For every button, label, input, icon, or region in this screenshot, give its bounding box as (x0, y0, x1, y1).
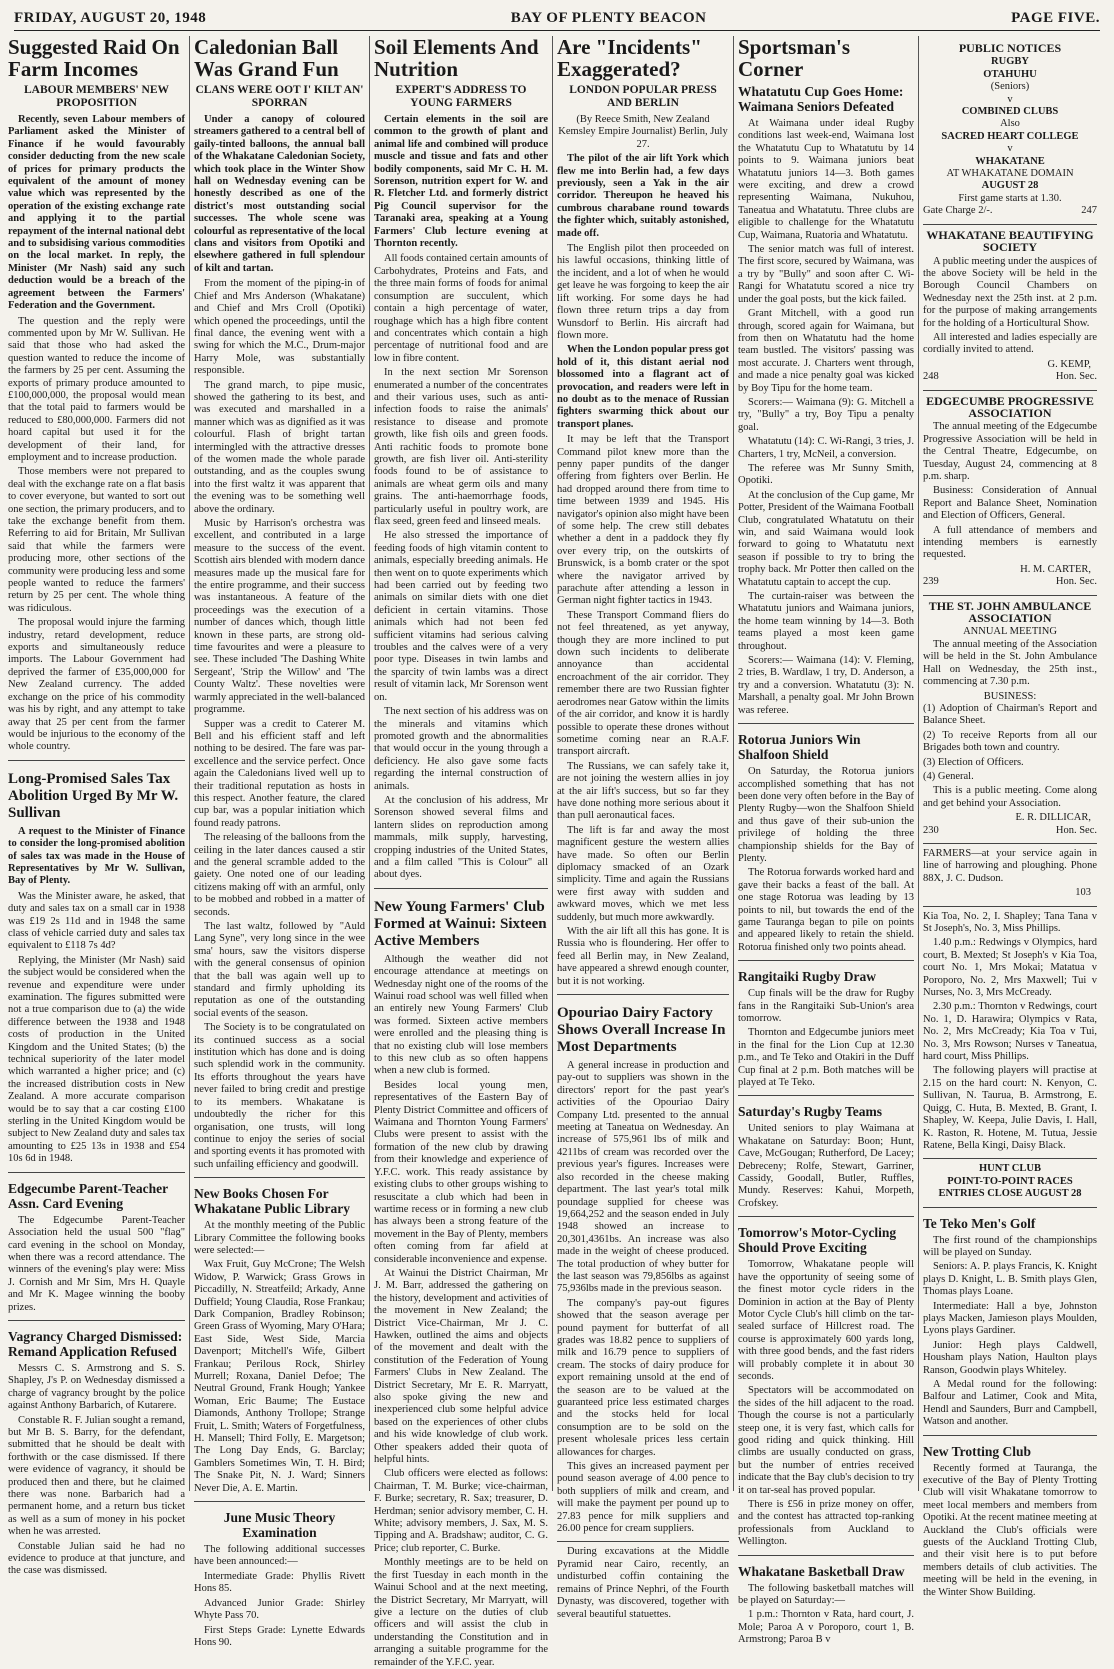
paragraph: Although the weather did not encourage attendance at meetings on Wednesday night one of the rooms of the Wainui road school was well filled when an entirely new Young Farmers' Club was formed. Sixteen active members were enrolled and the pleasing thing is that no existing club will lose members to this new club as so often happens when a new club is formed. (374, 953, 548, 1077)
column-1 (4, 35, 190, 1577)
headline-incidents: Are "Incidents" Exaggerated? (557, 35, 702, 81)
paragraph: The following additional successes have been announced:— (194, 1544, 365, 1568)
paragraph: The question and the reply were commented upon by Mr W. Sullivan. He said that those who had asked the question wanted to reduce the income of the farmers by 25 per cent. Assuming the exports of primary produce amounted to £100,000,000, the proposal would mean that the total paid to farmers would be reduced to £80,000,000. Farmers did not hoard capital but used it for the development of their land, for employment and to increase production. (8, 315, 185, 463)
paragraph: Constable R. F. Julian sought a remand, but Mr B. S. Barry, for the defendant, submitted that he should be dealt with forthwith or the case dismissed. If there were evidence of vagrancy, it should be produced then and there, but he claimed there was none. Barbarich had a permanent home, and a return bus ticket as well as a sum of money in his pocket when he was arrested. (8, 1414, 185, 1538)
progressive-association-title: EDGECUMBE PROGRESSIVE ASSOCIATION (926, 393, 1094, 420)
lede: Certain elements in the soil are common to the growth of plant and animal life and combined will produce muscle and tissue and fats and other bodily components, said Mr C. H. M. Sorenson, nutrition expert for W. and R. Fletcher Ltd. and formerly district Pig Council supervisor for the Taranaki area, speaking at a Young Farmers' Club lecture evening at Thornton recently. (374, 114, 548, 250)
headline-caledonian-ball: Caledonian Ball Was Grand Fun (194, 35, 339, 81)
column-5 (734, 35, 919, 1646)
notice-number: 103 (1075, 887, 1091, 899)
paragraph: Music by Harrison's orchestra was excellent, and contributed in a large measure to the success of the event. Scottish airs blended with modern dance measures made up the musical fare for the entire programme, and their success was instantaneous. A feature of the proceedings was the execution of a number of dances which, though little known in these parts, are strong old-time favourites and were a pleasure to see. These included 'The Dashing White Sergeant', 'Strip the Willow' and 'The County Waltz'. These novelties were warmly appreciated in the well-balanced programme. (194, 518, 365, 716)
paragraph: The Society is to be congratulated on its continued success as a social institution which has done and is doing such splendid work in the community. Its efforts throughout the years have never failed to bring credit and prestige to its members. Whakatane is undoubtedly the richer for this organisation, one trusts, will long continue to enjoy the series of social and sporting events it has promoted with such unfailing efficiency and goodwill. (194, 1022, 365, 1170)
paragraph: Was the Minister aware, he asked, that duty and sales tax on a small car in 1938 was £19 2s 11d and in 1948 the same class of vehicle carried duty and sales tax equivalent to £118 7s 4d? (8, 890, 185, 952)
paragraph: Junior: Hegh plays Caldwell, Housham plays Nation, Haulton plays Ranson, Goodwin plays Whiteley. (923, 1339, 1097, 1376)
paragraph: Advanced Junior Grade: Shirley Whyte Pass 70. (194, 1597, 365, 1622)
divider (194, 1177, 365, 1178)
headline-basketball-draw: Whakatane Basketball Draw (738, 1563, 905, 1579)
subhead: LONDON POPULAR PRESS AND BERLIN (569, 84, 717, 109)
headline-new-books: New Books Chosen For Whakatane Public Library (194, 1186, 351, 1217)
paragraph: These Transport Command fliers do not feel threatened, as yet anyway, though they are more inclined to put down such incidents to deliberate annoyance than accidental encroachment of the air corridor. They remember there are two Russian fighter aerodromes near Gatow within the limits of the air corridor, and know it is hardly possible to operate these drones without sometime coming near an R.A.F. transport aircraft. (557, 609, 729, 758)
divider (923, 1207, 1097, 1208)
headline-rugby-teams: Saturday's Rugby Teams (738, 1104, 883, 1120)
notice-line: v (1007, 143, 1013, 155)
signature: E. R. DILLICAR, (1015, 812, 1091, 824)
headline-rangitaiki-draw: Rangitaiki Rugby Draw (738, 969, 877, 985)
notice-number: 247 (1081, 205, 1097, 217)
divider (557, 1541, 729, 1542)
notice-line: OTAHUHU (983, 68, 1037, 80)
notice-number: 248 (923, 371, 939, 383)
signature-title: Hon. Sec. (1055, 576, 1097, 588)
paragraph: The referee was Mr Sunny Smith, Opotiki. (738, 462, 914, 487)
headline-young-farmers: New Young Farmers' Club Formed at Wainui: Sixteen Active Members (374, 898, 547, 949)
headline-vagrancy: Vagrancy Charged Dismissed: Remand Application Refused (8, 1328, 183, 1359)
notice-line: BUSINESS: (983, 690, 1037, 702)
notice-line: COMBINED CLUBS (961, 106, 1059, 118)
paragraph: The annual meeting of the Association will be held in the St. John Ambulance Hall on Wednesday, the 25th inst., commencing at 7.30 p.m. (923, 638, 1097, 688)
headline-rotorua-juniors: Rotorua Juniors Win Shalfoon Shield (738, 732, 861, 763)
page-number: PAGE FIVE. (1011, 10, 1100, 26)
paragraph: This is a public meeting. Come along and get behind your Association. (923, 785, 1097, 809)
notice-item: (2) To receive Reports from all our Brigades both town and country. (923, 729, 1097, 754)
byline: (By Reece Smith, New Zealand Kemsley Empire Journalist) Berlin, July 27. (558, 114, 728, 150)
headline-motor-cycling: Tomorrow's Motor-Cycling Should Prove Exciting (738, 1225, 897, 1256)
paragraph: The curtain-raiser was between the Whatatutu juniors and Waimana juniors, the home team winning by 14—3. Both teams played a most keen game throughout. (738, 591, 914, 652)
subhead: CLANS WERE OOT I' KILT AN' SPORRAN (195, 84, 364, 109)
paragraph: Whatatutu (14): C. Wi-Rangi, 3 tries, J. Charters, 1 try, McNeil, a conversion. (738, 436, 914, 460)
signature: G. KEMP, (1047, 358, 1091, 370)
paragraph: Wax Fruit, Guy McCrone; The Welsh Widow, P. Warwick; Grass Grows in Piccadilly, N. Streatfeild; Arkady, Anne Duffield; Young Claudia, Rose Frankau; Dark Companion, Bradley Robinson; Green Grass of Wyoming, Mary O'Hara; East Side, West Side, Marcia Davenport; Mitchell's Wife, Gilbert Frankau; Perilous Rock, Shirley Murrell; Roxana, Daniel Defoe; The Neutral Ground, Frank Hough; Yankee Woman, Eric Baume; The Eustace Diamonds, Anthony Trollope; Strange Fruit, L. Smith; Waters of Forgetfulness, H. Mansell; Third Folly, E. Margetson; The Long Day Ends, G. Barclay; Gamblers Sometimes Win, T. H. Bird; The Snake Pit, N. J. Ward; Sinners Never Die, A. E. Martin. (194, 1259, 365, 1494)
paragraph: The following basketball matches will be played on Saturday:— (738, 1582, 914, 1607)
paragraph: The Russians, we can safely take it, are not joining the western allies in joy at the air lift's success, but so far they have done nothing more serious about it than pull aeronautical faces. (557, 760, 729, 822)
notice-line: RUGBY (991, 56, 1029, 68)
bold-paragraph: When the London popular press got hold of it, this distant aerial nod blossomed into a flagrant act of provocation, and readers were left in no doubt as to the menace of Russian fighters swarming thick about our transport planes. (557, 344, 729, 430)
divider (923, 595, 1097, 596)
paragraph: 2.30 p.m.: Thornton v Redwings, court No. 1, D. Harawira; Olympics v Rata, No. 2, Mrs McCready; Kia Toa v Tui, No. 3, Mrs Rowson; Nurses v Taneatua, hard court, Miss Phillips. (923, 1001, 1097, 1063)
divider (923, 906, 1097, 907)
headline-raid-farm-incomes: Suggested Raid On Farm Incomes (8, 35, 180, 81)
notice-item: (4) General. (923, 770, 974, 782)
paragraph: The following players will practise at 2.15 on the hard court: N. Kenyon, C. Sullivan, N. Taurua, B. Armstrong, E. Quigg, C. Huta, B. Mexted, B. Grant, I. Shapley, W. Keepa, Julie Davis, I. Hall, K. Raston, R. Hotene, M. Tutua, Jessie Ratene, Bella Kingi, Daisy Black. (923, 1065, 1097, 1151)
paragraph: Cup finals will be the draw for Rugby fans in the Rangitaiki Sub-Union's area tomorrow. (738, 988, 914, 1024)
signature-row (923, 576, 1097, 588)
paragraph: The releasing of the balloons from the ceiling in the later dances caused a stir and the general scramble added to the gaiety. One noted one of our leading citizens making off with an armful, only to be mobbed and robbed in a matter of seconds. (194, 832, 365, 918)
notice-line: AUGUST 28 (981, 180, 1039, 192)
paragraph: Supper was a credit to Caterer M. Bell and his efficient staff and left nothing to be desired. The fare was par-excellence and the service perfect. Once again the Caledonians lived well up to their traditional reputation as hosts in this respect. Another feature, the clared cup bar, was a popular initiation which found ready patrons. (194, 718, 365, 829)
paragraph: 1.40 p.m.: Redwings v Olympics, hard court, B. Mexted; St Joseph's v Kia Toa, court No. 1, Mrs Mokai; Matatua v Poroporo, No. 2, Mrs Maxwell; Tui v Nurses, No. 3, Mrs McCready. (923, 937, 1097, 999)
divider (557, 994, 729, 995)
headline-soil-elements: Soil Elements And Nutrition (374, 35, 539, 81)
hunt-club-line: ENTRIES CLOSE AUGUST 28 (938, 1188, 1082, 1200)
paragraph: Besides local young men, representatives of the Eastern Bay of Plenty District Committee and officers of Waimana and Thornton Young Farmers' Clubs were present to assist with the formation of the new club by drawing from their knowledge and experience of Y.F.C. work. This ready assistance by existing clubs to other groups wishing to resuscitate a club which had been in wartime recess or in forming a new club has always been a strong feature of the movement in the Bay of Plenty, members often coming from far afield at considerable inconvenience and expense. (374, 1079, 548, 1265)
paragraph: Recently formed at Tauranga, the executive of the Bay of Plenty Trotting Club will visit Whakatane tomorrow to meet local members and members from Opotiki. At the recent matinee meeting at Auckland the Club's officials were guests of the Auckland Trotting Club, and their visit here is to put before members details of club activities. The meeting will be held in the evening, in the Winter Show Building. (923, 1462, 1097, 1598)
paragraph: Scorers:— Waimana (14): V. Fleming, 2 tries, B. Wardlaw, 1 try, D. Anderson, a try and a conversion. Whatatutu (3): N. Marshall, a penalty goal. Mr John Brown was referee. (738, 655, 914, 716)
hunt-club-line: HUNT CLUB (979, 1163, 1041, 1175)
paragraph: This gives an increased payment per pound season average of 4.00 pence to both suppliers of milk and cream, and will make the payment per pound up to 27.83 pence for milk suppliers and 26.00 pence for cream suppliers. (557, 1461, 729, 1535)
signature-row (923, 825, 1097, 837)
paragraph: United seniors to play Waimana at Whakatane on Saturday: Boon; Hunt, Cave, McGougan; Rutherford, De Lacey; Debreceny; Rolfe, Stewart, Garriner, Cassidy, Goodall, Butler, Ruffles, Mundy. Reserves: Kahui, Morpeth, Crofskey. (738, 1123, 914, 1209)
paragraph: The Rotorua forwards worked hard and gave their backs a feast of the ball. At one stage Rotorua was leading by 13 points to nil, but towards the end of the game Tauranga began to pile on points and appeared likely to retain the shield. Rotorua finished only two points ahead. (738, 867, 914, 953)
hunt-club-line: POINT-TO-POINT RACES (947, 1175, 1073, 1187)
notice-item: (1) Adoption of Chairman's Report and Balance Sheet. (923, 702, 1097, 727)
subhead: EXPERT'S ADDRESS TO YOUNG FARMERS (395, 84, 527, 109)
column-2 (190, 35, 370, 1648)
paragraph: A public meeting under the auspices of the above Society will be held in the Borough Council Chambers on Wednesday next the 25th inst. at 2 p.m. for the purpose of making arrangements for the holding of a Horticultural Show. (923, 255, 1097, 329)
paragraph: Spectators will be accommodated on the sides of the hill adjacent to the road. Though the course is not a particularly steep one, it is very fast, which calls for good riding and quick thinking. Hill climbs are usually conducted on grass, but the number of entries received indicate that the Bay club's decision to try it on tar-seal has proved popular. (738, 1385, 914, 1496)
st-john-ambulance-title: THE ST. JOHN AMBULANCE ASSOCIATION (928, 598, 1092, 626)
paragraph: With the air lift all this has gone. It is Russia who is floundering. Her offer to feed all Berlin may, in New Zealand, have appeared a shrewd enough counter, but it is not working. (557, 926, 729, 987)
paragraph: The next section of his address was on the minerals and vitamins which promoted growth and the abnormalities that would occur in the young through a deficiency. He also gave some facts regarding the internal construction of animals. (374, 706, 548, 792)
divider (738, 723, 914, 724)
paragraph: The lift is far and away the most magnificent gesture the western allies have made. So often our Berlin diplomacy smacked of an Ozark simplicity. Time and again the Russians were first away with sudden and awkward moves, which we met less suddenly, but much more awkwardly. (557, 824, 729, 923)
signature: H. M. CARTER, (1020, 563, 1091, 575)
paragraph: Seniors: A. P. plays Francis, K. Knight plays D. Knight, L. B. Smith plays Glen, Thomas plays Loane. (923, 1261, 1097, 1298)
paragraph: All foods contained certain amounts of Carbohydrates, Proteins and Fats, and the three main forms of foods for animal consumption are succulent, which contain a high percentage of water, roughage which has a high fibre content and concentrates which contain a high percentage of nutritional food and are low in fibre content. (374, 253, 548, 364)
paragraph: Tomorrow, Whakatane people will have the opportunity of seeing some of the finest motor cycle riders in the Dominion in action at the Bay of Plenty Motor Cycle Club's hill climb on the tar-sealed surface of Hillcrest road. The course is approximately 600 yards long, with three good bends, and the fast riders will probably complete it in about 30 seconds. (738, 1259, 914, 1382)
headline-opouriao-dairy: Opouriao Dairy Factory Shows Overall Increase In Most Departments (557, 1005, 726, 1056)
notice-number: 239 (923, 576, 939, 588)
notice-line-row (923, 205, 1097, 217)
column-3 (370, 35, 553, 1668)
paragraph: At Waimana under ideal Rugby conditions last week-end, Waimana lost the Whatatutu Cup to Whatatutu by 14 points to 9. Waimana juniors beat Whatatutu juniors 14—3. Both games were exciting, and drew a crowd representing Waimana, Nukuhou, Taneatua and Whatatutu. Three clubs are eligible to challenge for the Whatatutu Cup, Waimana, Ruatoria and Whatatutu. (738, 118, 914, 241)
divider (194, 1501, 365, 1502)
paragraph: Kia Toa, No. 2, I. Shapley; Tana Tana v St Joseph's, No. 3, Miss Phillips. (923, 910, 1097, 934)
paragraph: The senior match was full of interest. The first score, secured by Waimana, was a try by "Bully" and soon after C. Wi-Rangi for Whatatutu scored a nice try under the goal posts, but the kick failed. (738, 244, 914, 305)
paragraph: He also stressed the importance of feeding foods of high vitamin content to animals, especially breeding animals. He then went on to quote experiments which had been carried out by feeding two animals on similar diets with one diet deficient in certain vitamins. Those animals which had not been fed sufficient vitamins had serious calving troubles and the calves were of a very poor type. Diseases in twin lambs and the sparcity of twin lambs was a direct result of vitamin lack, Mr Sorenson went on. (374, 530, 548, 703)
paragraph: The proposal would injure the farming industry, retard development, reduce exports and simultaneously reduce imports. The Labour Government had deprived the farmer of £35,000,000 for New Zealand currency. The added exchange on the price of his commodity was his by right, and any attempt to take away that 25 per cent from the farmer would be injurious to the economy of the whole country. (8, 617, 185, 753)
paragraph: The English pilot then proceeded on his lawful occasions, thinking little of the incident, and a lot of when he would get leave he was forgoing to keep the air lift working. For some days he had flown three return trips a day from Wunsdorf to Berlin. His aircraft had flown more. (557, 243, 729, 341)
paragraph: Grant Mitchell, with a good run through, scored again for Waimana, but from then on Whatatutu had the home team bustled. The visitors' passing was most accurate. J. Charters went through, and made a nice penalty goal was kicked by Boy Tipu for the home team. (738, 308, 914, 394)
divider (738, 1216, 914, 1217)
headline-sales-tax: Long-Promised Sales Tax Abolition Urged By Mr W. Sullivan (8, 770, 179, 821)
headline-parent-teacher: Edgecumbe Parent-Teacher Assn. Card Evening (8, 1180, 168, 1211)
paragraph: Messrs C. S. Armstrong and S. S. Shapley, J's P. on Wednesday dismissed a charge of vagrancy brought by the police against Anthony Barbarich, of Kutarere. (8, 1362, 185, 1412)
paragraph: Constable Julian said he had no evidence to produce at that juncture, and the case was dismissed. (8, 1540, 185, 1577)
paragraph: Club officers were elected as follows: Chairman, T. M. Burke; vice-chairman, F. Burke; secretary, R. Sax; treasurer, D. Herdman; senior advisory member, C. H. White; advisory members, J. Sax, M. S. Tipping and A. Bradshaw; auditor, C. G. Price; club reporter, C. Burke. (374, 1468, 548, 1554)
paragraph: A Medal round for the following: Balfour and Latimer, Cook and Mita, Hendl and Saunders, Burr and Campbell, Watson and another. (923, 1379, 1097, 1428)
paragraph: At Wainui the District Chairman, Mr J. M. Barr, addressed the gathering on the history, development and activities of the movement in New Zealand; the District Vice-Chairman, Mr J. C. Hawken, outlined the aims and objects of the movement and dealt with the constitution of the Federation of Young Farmers' Clubs in New Zealand. The District Secretary, Mr E. R. Marryatt, also spoke giving the new and inexperienced club some helpful advice based on the experiences of other clubs and his wide knowledge of club work. Other speakers added their quota of helpful hints. (374, 1267, 548, 1466)
farmers-ad: FARMERS—at your service again in line of harrowing and ploughing. Phone 88X, J. C. Dudson. (923, 847, 1097, 884)
headline-trotting-club: New Trotting Club (923, 1443, 1032, 1459)
notice-line: WHAKATANE (975, 155, 1045, 167)
paragraph: The first round of the championships will be played on Sunday. (923, 1234, 1097, 1258)
notice-item: (3) Election of Officers. (923, 756, 1024, 768)
paragraph: The annual meeting of the Edgecumbe Progressive Association will be held in the Central Theatre, Edgecumbe, on Tuesday, August 24, commencing at 8 p.m. sharp. (923, 421, 1097, 482)
public-notices-title: PUBLIC NOTICES (958, 41, 1062, 55)
paragraph: Replying, the Minister (Mr Nash) said the subject would be considered when the revenue and expenditure were under examination. The figures submitted were not a true comparison due to (a) the wide difference between the 1938 and 1948 costs of production in the United Kingdom and the United States; (b) the technical superiority of the later model which warranted a higher price; and (c) the increased distribution costs in New Zealand. A more accurate comparison would be to say that a car costing £100 sterling in the United Kingdom would be subject to New Zealand duty and sales tax amounting to £25 13s in 1938 and £54 10s 6d in 1948. (8, 954, 185, 1165)
paragraph: A general increase in production and pay-out to suppliers was shown in the directors' report for the past year's activities of the Opouriao Dairy Company Ltd. presented to the annual meeting at Taneatua on Wednesday. An increase of 575,961 lbs of milk and 4211bs of cream was recorded over the previous year's figures. Increases were also recorded in the cheese making department. The last year's total milk poundage supplied for cheese was 19,664,252 and the season ended in July 1948 showed an increase to 20,301,4361bs. An increase was also made in the weight of cheese produced. The total production of whey butter for the last season was 79,856lbs as against 75,936lbs made in the previous season. (557, 1060, 729, 1295)
paragraph: Those members were not prepared to deal with the exchange rate on a flat basis to cover everyone, but wanted to sort out one section, the primary producers, and to take the exchange benefit from them. Referring to aid for Britain, Mr Sullivan said that while the farmers were producing more, other sections of the community were producing less and some people wanted to reduce the farmers' return by 25 per cent. The whole thing was ridiculous. (8, 466, 186, 614)
paragraph: The last waltz, followed by "Auld Lang Syne", very long since in the wee sma' hours, saw the visitors disperse with the general consensus of opinion that the ball was again well up to standard and firmly upholding its reputation as one of the outstanding social events of the season. (194, 921, 365, 1019)
notice-line: v (1007, 93, 1013, 105)
paragraph: It may be left that the Transport Command pilot knew more than the penny paper pundits of the danger offering from fighters over Berlin. He had dropped around there from time to time between 1939 and 1945. His navigator's opinion also might have been of some help. The crew still debates whether a dent in a paddock they fly over every trip, on the outskirts of Brunswick, is a bomb crater or the spot where the navigator arrived by parachute after attending a lesson in German night fighter tactics in 1943. (557, 434, 729, 607)
beautifying-society-title: WHAKATANE BEAUTIFYING SOCIETY (926, 227, 1094, 255)
lede: Under a canopy of coloured streamers gathered to a central bell of gaily-tinted balloons, the annual ball of the Whakatane Caledonian Society, which took place in the Winter Show hall on Wednesday evening can be honestly described as one of the district's most outstanding social successes. The whole scene was colourful as representative of the local clans and visitors from Opotiki and elsewhere gathered in full splendour of kilt and tartan. (194, 114, 365, 274)
paragraph: Business: Consideration of Annual Report and Balance Sheet, Nomination and Election of Officers, General. (923, 485, 1097, 522)
paragraph: The Edgecumbe Parent-Teacher Association held the usual 500 "flag" card evening in the school on Monday, when there was a record attendance. The winners of the evening's play were: Miss J. Cornish and Mr Sim, Mrs H. Quayle and Mr K. Magee winning the booby prizes. (8, 1214, 185, 1313)
paragraph: Intermediate Grade: Phyllis Rivett Hons 85. (194, 1570, 365, 1595)
divider (8, 760, 185, 761)
divider (374, 888, 548, 889)
lede: Recently, seven Labour members of Parliament asked the Minister of Finance if he would favourably consider deducting from the new scale of prices for primary products the equivalent of the amount of money value which was represented by the operation of the existing exchange rate and applying it to the partial repayment of the internal national debt and to subsidising various commodities on the local market. In reply, the Minister (Mr Nash) said any such deduction would be a breach of the agreement between the Farmers' Federation and the Government. (8, 114, 185, 312)
paragraph: A full attendance of members and intending members is earnestly requested. (923, 524, 1097, 561)
issue-date: FRIDAY, AUGUST 20, 1948 (14, 10, 207, 26)
paragraph: At the conclusion of his address, Mr Sorenson showed several films and lantern slides on reproduction among mammals, milk supply, harvesting, cropping industries of the United States, and a film called "This is Colour" all about dyes. (374, 794, 548, 881)
signature-title: Hon. Sec. (1055, 824, 1097, 836)
notice-line: SACRED HEART COLLEGE (941, 130, 1079, 142)
notice-line: (Seniors) (990, 81, 1030, 93)
divider (923, 224, 1097, 225)
divider (923, 1158, 1097, 1159)
paragraph: Thornton and Edgecumbe juniors meet in the final for the Lion Cup at 12.30 p.m., and Te Teko and Otakiri in the Duff Cup final at 2 p.m. Both matches will be played at Te Teko. (738, 1027, 914, 1089)
paragraph: On Saturday, the Rotorua juniors accomplished something that has not been done very often before in the Bay of Plenty Rugby—won the Shalfoon Shield and thus gave of their sub-union the privilege of holding the three championship shields for the Bay of Plenty. (738, 766, 914, 864)
paragraph: All interested and ladies especially are cordially invited to attend. (923, 331, 1097, 356)
headline-te-teko-golf: Te Teko Men's Golf (923, 1215, 1036, 1231)
signature-row (923, 371, 1097, 383)
paragraph: Scorers:— Waimana (9): G. Mitchell a try, "Bully" a try, Boy Tipu a penalty goal. (738, 396, 914, 433)
paragraph: In the next section Mr Sorenson enumerated a number of the concentrates and their various uses, such as anti-infection foods to raise the animals' resistance to disease and promote growth, like fish oils and green foods. Anti rachitic foods to promote bone growth, are fish liver oil. Anti-sterility foods found to be of assistance to animals are wheat germ oils and many grains. The anti-haemorrhage foods, particularly useful in poultry work, are flax seed, green feed and linseed meals. (374, 367, 548, 527)
paragraph: First Steps Grade: Lynette Edwards Hons 90. (194, 1624, 365, 1648)
paragraph: The company's pay-out figures showed that the season average per pound payment for butterfat of all grades was 18.82 pence to suppliers of milk and 16.79 pence to suppliers of cream. The stocks of dairy produce for export remaining unsold at the end of the season are to be valued at the guaranteed price less estimated charges and the stocks held for local consumption are to be sold on the present wholesale prices less certain allowances for charges. (557, 1297, 729, 1458)
headline-whatatutu-cup: Whatatutu Cup Goes Home: Waimana Seniors Defeated (738, 84, 904, 114)
masthead (14, 6, 1100, 31)
notice-subtitle: ANNUAL MEETING (963, 626, 1057, 638)
notice-line: First game starts at 1.30. (958, 192, 1062, 204)
divider (923, 843, 1097, 844)
divider (923, 390, 1097, 391)
divider (738, 1555, 914, 1556)
divider (8, 1172, 185, 1173)
divider (738, 1095, 914, 1096)
paragraph: Intermediate: Hall a bye, Johnston plays Macken, Jamieson plays Moulden, Lyons plays Gardiner. (923, 1300, 1097, 1337)
notice-line: Also (1000, 118, 1020, 130)
paragraph: From the moment of the piping-in of Chief and Mrs Anderson (Whakatane) and Chief and Mrs Croll (Opotiki) which opened the proceedings, until the final dance, the evening went with a swing for which the M.C., Drum-major Harry Mole, was substantially responsible. (194, 278, 365, 377)
signature-title: Hon. Sec. (1055, 371, 1097, 383)
paragraph: At the conclusion of the Cup game, Mr Potter, President of the Waimana Football Club, congratulated Whatatutu on their win, and said Waimana would look forward to going to Whatatutu next season if possible to try to bring the trophy back. Mr Potter then called on the Whatatutu captain to accept the cup. (738, 489, 914, 588)
headline-sportsmans-corner: Sportsman's Corner (738, 35, 851, 81)
headline-music-theory: June Music Theory Examination (223, 1510, 336, 1541)
paragraph: There is £56 in prize money on offer, and the contest has attracted top-ranking professionals from Auckland to Wellington. (738, 1499, 914, 1548)
notice-line: AT WHAKATANE DOMAIN (946, 168, 1074, 180)
paragraph: During excavations at the Middle Pyramid near Cairo, recently, an undisturbed coffin containing the remains of Prince Nephri, of the Fourth Dynasty, was discovered, together with several beautiful statuettes. (557, 1546, 729, 1620)
paragraph: Monthly meetings are to be held on the first Tuesday in each month in the Wainui School and at the next meeting, the District Secretary, Mr Marryatt, will give a lecture on the duties of club officers and will assist the club in understanding the Constitution and in arranging a suitable programme for the remainder of the Y.F.C. year. (374, 1557, 548, 1668)
column-4 (553, 35, 734, 1620)
paper-name: BAY OF PLENTY BEACON (510, 10, 707, 26)
paragraph: The grand march, to pipe music, showed the gathering to its best, and was executed and marshalled in a manner which was as dignified as it was colourful. Flash of bright tartan intermingled with the attractive dresses of the women made the whole parade outstanding, and as the couples swung into the first waltz it was apparent that the evening was to be something well above the ordinary. (194, 379, 365, 515)
divider (8, 1320, 185, 1321)
notice-line: Gate Charge 2/-. (923, 205, 993, 217)
columns (4, 35, 1110, 1668)
notice-number: 230 (923, 824, 939, 836)
paragraph: At the monthly meeting of the Public Library Committee the following books were selected:— (194, 1220, 365, 1256)
lede: A request to the Minister of Finance to consider the long-promised abolition of sales tax was made in the House of Representatives by Mr W. Sullivan, Bay of Plenty. (8, 825, 185, 887)
paragraph: 1 p.m.: Thornton v Rata, hard court, J. Mole; Paroa A v Poroporo, court 1, B. Armstrong; Paroa B v (738, 1609, 914, 1646)
divider (923, 1435, 1097, 1436)
subhead: LABOUR MEMBERS' NEW PROPOSITION (23, 84, 170, 109)
lede: The pilot of the air lift York which flew me into Berlin had, a few days previously, seen a Yak in the air corridor. Thereupon he heaved his cumbrous charabane round towards the fighter which, suitably astonished, made off. (557, 153, 729, 239)
divider (738, 960, 914, 961)
column-6 (919, 36, 1101, 1598)
